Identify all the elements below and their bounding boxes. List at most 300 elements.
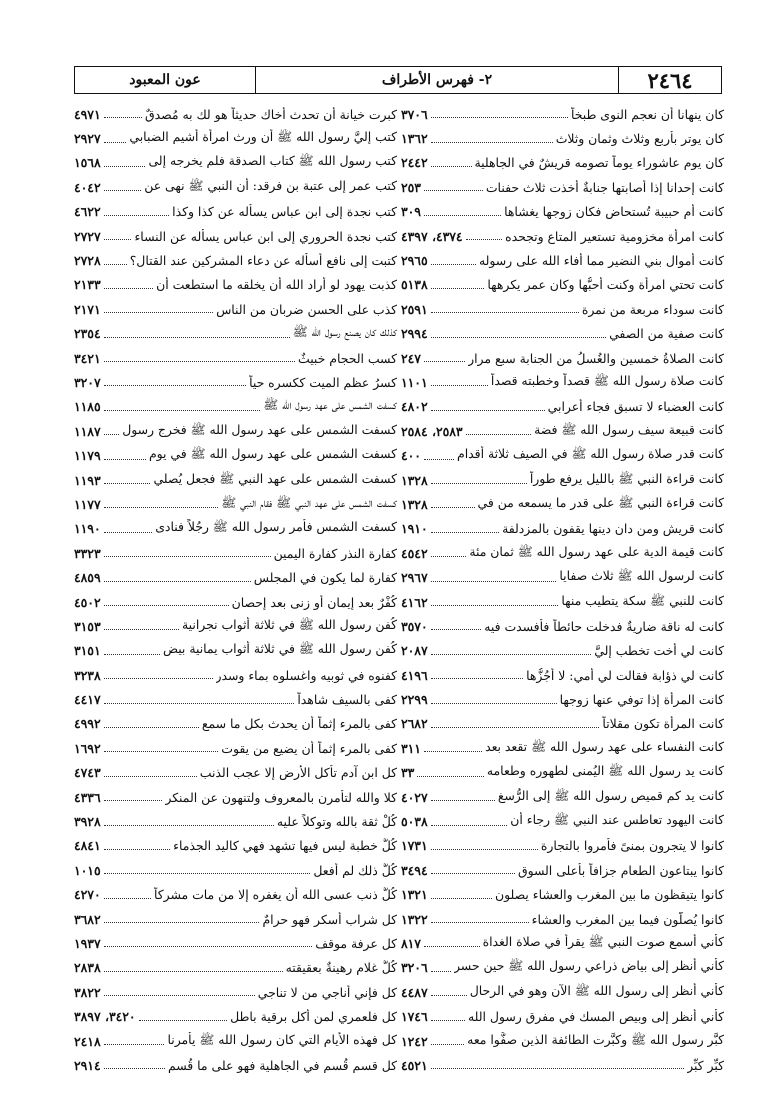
index-entry (74, 1053, 397, 1077)
entry-ref-number: ٣٣ (401, 765, 415, 781)
index-entry (401, 322, 724, 346)
index-entry (401, 1004, 724, 1028)
entry-ref-number: ٤٩٩٢ (74, 716, 101, 732)
index-entry (74, 761, 397, 785)
entry-ref-number: ٢٢٩٩ (401, 692, 428, 708)
index-entry (74, 931, 397, 955)
leader-dots (431, 378, 488, 386)
leader-dots (431, 696, 557, 704)
left-index-column (74, 102, 397, 1078)
entry-ref-number: ٣٧٠٦ (401, 106, 428, 122)
leader-dots (104, 769, 197, 777)
entry-text: كُفْرٌ بعد إيمان أو زنى بعد إحصان (231, 594, 397, 610)
index-entry (401, 1029, 724, 1053)
index-entry (74, 102, 397, 126)
entry-text: كانت لي ذؤابة فقالت لي أمي: لا أجُزُّها (526, 667, 724, 683)
entry-ref-number: ٣٩٢٨ (74, 814, 101, 830)
leader-dots (104, 696, 295, 704)
index-entry (74, 248, 397, 272)
entry-text: كانت للنبي ﷺ سكة يتطيب منها (561, 592, 724, 608)
entry-text: كسفت الشمس على عهد رسول الله ﷺ فخرج رسول (122, 421, 397, 437)
entry-text: كانت يد رسول الله ﷺ اليُمنى لطهوره وطعامه (486, 763, 724, 779)
leader-dots (431, 257, 476, 265)
index-entry (74, 1029, 397, 1053)
entry-text: كانت اليهود تعاطس عند النبي ﷺ رجاء أن (510, 812, 724, 828)
entry-ref-number: ٢٨٣٨ (74, 960, 101, 976)
leader-dots (104, 866, 311, 874)
leader-dots (104, 964, 283, 972)
index-entry (74, 883, 397, 907)
entry-ref-number: ٣٤٢٠، ٣٨٩٧ (74, 1009, 136, 1025)
entry-text: كانت قيمة الدية على عهد رسول الله ﷺ ثمان مئة (469, 543, 724, 559)
entry-ref-number: ١١٧٧ (74, 496, 101, 512)
index-entry (401, 443, 724, 467)
index-entry (74, 809, 397, 833)
entry-ref-number: ٣٠٩ (401, 204, 421, 220)
entry-ref-number: ٤٠٠ (401, 448, 421, 464)
leader-dots (431, 476, 527, 484)
leader-dots (431, 818, 508, 826)
entry-ref-number: ٤١٩٦ (401, 667, 428, 683)
entry-text: كانوا يُصلُّون فيما بين المغرب والعشاء (531, 911, 724, 927)
entry-ref-number: ٤٥٤٢ (401, 545, 428, 561)
index-entry (401, 834, 724, 858)
entry-ref-number: ٣٢٠٦ (401, 960, 428, 976)
leader-dots (104, 305, 213, 313)
leader-dots (104, 257, 127, 265)
entry-ref-number: ١١٨٥ (74, 399, 101, 415)
entry-ref-number: ١٣٦٢ (401, 131, 428, 147)
entry-ref-number: ٣٨٢٢ (74, 984, 101, 1000)
leader-dots (431, 915, 529, 923)
leader-dots (104, 427, 120, 435)
entry-text: كانت تحتي امرأة وكنت أُحبُّها وكان عمر يكرهها (487, 277, 724, 293)
entry-text: كانت قراءة النبي ﷺ على قدر ما يسمعه من في (477, 494, 724, 510)
entry-ref-number: ١٣٢١ (401, 887, 428, 903)
index-entry (74, 395, 397, 419)
entry-text: كانت سوداء مربعة من نمرة (581, 301, 724, 317)
entry-text: كل شراب أسكر فهو حرامٌ (262, 911, 397, 927)
leader-dots (431, 793, 495, 801)
leader-dots (104, 110, 142, 118)
entry-text: كتب رسول الله ﷺ كتاب الصدقة فلم يخرجه إلى (148, 153, 397, 169)
leader-dots (424, 354, 465, 362)
entry-text: كأني أنظر إلى رسول الله ﷺ الآن وهو في الرحال (469, 982, 724, 998)
entry-text: كسفت الشمس على عهد النبي ﷺ فجعل يُصلي (153, 470, 397, 486)
index-entry (74, 956, 397, 980)
index-entry (74, 639, 397, 663)
entry-ref-number: ١١٩٣ (74, 472, 101, 488)
index-entry (74, 736, 397, 760)
leader-dots (104, 135, 127, 143)
leader-dots (104, 525, 153, 533)
right-index-column (401, 102, 724, 1078)
entry-text: كُلُّ ذنب عسى الله أن يغفره إلا من مات مشركاً (153, 887, 397, 903)
entry-text: كانت لرسول الله ﷺ ثلاث صفايا (559, 568, 724, 584)
entry-text: كسرُ عظم الميت ككسره حياً (249, 374, 397, 390)
entry-text: كانت إحدانا إذا أصابتها جنابةٌ أخذت ثلاث حفنات (485, 179, 724, 195)
entry-text: كانت المرأة إذا توفي عنها زوجها (559, 692, 724, 708)
entry-ref-number: ٤٤٨٧ (401, 984, 428, 1000)
index-entry (401, 907, 724, 931)
entry-ref-number: ٣١٥٣ (74, 618, 101, 634)
entry-text: كل فإني أُناجي من لا تناجي (257, 984, 397, 1000)
entry-ref-number: ٢٧٢٨ (74, 253, 101, 269)
index-entry (74, 151, 397, 175)
leader-dots (431, 525, 499, 533)
entry-ref-number: ١٧٣١ (401, 838, 428, 854)
index-entry (74, 200, 397, 224)
leader-dots (104, 500, 219, 508)
entry-text: كفارة لما يكون في المجلس (253, 570, 397, 586)
entry-ref-number: ١٠١٥ (74, 862, 101, 878)
entry-text: كانت قراءة النبي ﷺ بالليل يرفع طوراً (529, 470, 724, 486)
index-entry (401, 468, 724, 492)
leader-dots (104, 671, 213, 679)
index-entry (401, 858, 724, 882)
index-entry (401, 956, 724, 980)
entry-text: كبرت خيانة أن تحدث أخاك حديثاً هو لك به مُصدقٌ (145, 106, 397, 122)
index-entry (401, 883, 724, 907)
index-entry (401, 346, 724, 370)
entry-text: كانوا يبتاعون الطعام جزافاً بأعلى السوق (517, 862, 724, 878)
entry-ref-number: ٤٢٧٠ (74, 887, 101, 903)
entry-text: كانت قبيعة سيف رسول الله ﷺ فضة (534, 421, 724, 437)
entry-text: كلا والله لتأمرن بالمعروف ولتنهون عن المنكر (165, 789, 397, 805)
leader-dots (104, 1061, 165, 1069)
leader-dots (424, 208, 501, 216)
leader-dots (431, 330, 606, 338)
entry-ref-number: ١١٠١ (401, 374, 428, 390)
entry-ref-number: ٤٣٣٦ (74, 789, 101, 805)
entry-ref-number: ١٢٤٢ (401, 1033, 428, 1049)
leader-dots (431, 720, 600, 728)
entry-ref-number: ٣٤٩٤ (401, 862, 428, 878)
entry-text: كسفت الشمس على عهد رسول الله ﷺ في يوم (148, 446, 397, 462)
leader-dots (104, 452, 146, 460)
entry-ref-number: ٥١٣٨ (401, 277, 428, 293)
leader-dots (104, 354, 295, 362)
entry-ref-number: ١٦٩٢ (74, 740, 101, 756)
entry-text: كل فهذه الأيام التي كان رسول الله ﷺ يأمرنا (167, 1031, 397, 1047)
leader-dots (431, 281, 485, 289)
entry-text: كذبت يهود لو أراد الله أن يخلقه ما استطعت أن (156, 277, 397, 293)
entry-ref-number: ٢٤١٨ (74, 1033, 101, 1049)
entry-text: كذب على الحسن ضربان من الناس (216, 301, 397, 317)
entry-text: كانت الصلاةُ خمسين والغُسلُ من الجنابة سبع مرار (468, 350, 724, 366)
leader-dots (104, 891, 151, 899)
entry-text: كتب إليَّ رسول الله ﷺ أن ورث امرأة أشيم الضبابي (129, 129, 397, 145)
entry-text: كانت له ناقة ضاريةٌ فدخلت حائطاً فأفسدت فيه (484, 618, 724, 634)
leader-dots (431, 159, 472, 167)
index-entry (74, 1004, 397, 1028)
entry-text: كانوا لا يتجرون بمنىً فأمروا بالتجارة (540, 838, 724, 854)
entry-ref-number: ٢٣٥٤ (74, 326, 101, 342)
entry-text: كأني أنظر إلى بياض ذراعي رسول الله ﷺ حين حسر (453, 958, 724, 974)
entry-ref-number: ٣١١ (401, 740, 421, 756)
index-entry (401, 687, 724, 711)
leader-dots (431, 964, 451, 972)
entry-ref-number: ٢٤٧ (401, 350, 421, 366)
index-entry (74, 614, 397, 638)
entry-text: كتب نجدة إلى ابن عباس يسأله عن كذا وكذا (172, 204, 397, 220)
entry-ref-number: ١٥٦٨ (74, 155, 101, 171)
entry-text: كذلك كان يصنع رسول الله ﷺ (292, 324, 397, 340)
index-entry (74, 663, 397, 687)
leader-dots (431, 135, 553, 143)
entry-text: كل عرفة موقف (315, 935, 397, 951)
index-entry (401, 492, 724, 516)
leader-dots (104, 720, 199, 728)
leader-dots (431, 1061, 684, 1069)
leader-dots (104, 842, 171, 850)
index-entry (74, 492, 397, 516)
entry-text: كبَّر رسول الله ﷺ وكبَّرت الطائفة الذين صفُّوا معه (467, 1031, 724, 1047)
index-entry (401, 151, 724, 175)
leader-dots (431, 110, 568, 118)
index-entry (74, 419, 397, 443)
leader-dots (431, 403, 545, 411)
index-entry (74, 687, 397, 711)
leader-dots (466, 427, 532, 435)
entry-text: كل فلعمري لمن أكل برقية باطل (230, 1009, 397, 1025)
index-entry (74, 834, 397, 858)
leader-dots (104, 403, 261, 411)
index-entry (401, 370, 724, 394)
leader-dots (431, 988, 467, 996)
entry-text: كسب الحجام خبيثٌ (298, 350, 397, 366)
entry-ref-number: ٣٣٢٣ (74, 545, 101, 561)
leader-dots (104, 818, 274, 826)
entry-text: كفى بالمرء إثماً أن يحدث بكل ما سمع (201, 716, 397, 732)
entry-ref-number: ٤٠٤٢ (74, 179, 101, 195)
entry-text: كل قسم قُسم في الجاهلية فهو على ما قُسم (168, 1057, 397, 1073)
entry-text: كُلْ ثقة بالله وتوكلاً عليه (276, 814, 397, 830)
leader-dots (104, 793, 163, 801)
index-entry (401, 102, 724, 126)
leader-dots (104, 939, 313, 947)
leader-dots (431, 305, 579, 313)
entry-ref-number: ١٣٢٨ (401, 472, 428, 488)
entry-ref-number: ٢١٣٣ (74, 277, 101, 293)
leader-dots (104, 915, 260, 923)
entry-ref-number: ٤١٦٢ (401, 594, 428, 610)
entry-text: كانت لي أخت تخطب إليَّ (594, 643, 724, 659)
entry-text: كانت أم حبيبة تُستحاض فكان زوجها يغشاها (504, 204, 724, 220)
index-entry (74, 175, 397, 199)
index-entry (401, 590, 724, 614)
entry-text: كانت أموال بني النضير مما أفاء الله على رسوله (478, 253, 724, 269)
leader-dots (104, 598, 229, 606)
leader-dots (104, 744, 219, 752)
entry-ref-number: ٢٠٨٧ (401, 643, 428, 659)
entry-ref-number: ٢٩٦٧ (401, 570, 428, 586)
index-entry (74, 468, 397, 492)
index-entry (74, 785, 397, 809)
entry-ref-number: ١١٩٠ (74, 521, 101, 537)
entry-ref-number: ٢٤٤٢ (401, 155, 428, 171)
entry-ref-number: ٤٩٧١ (74, 106, 101, 122)
entry-ref-number: ٢٥٩١ (401, 301, 428, 317)
entry-ref-number: ٤٨٠٢ (401, 399, 428, 415)
entry-ref-number: ٤٦٢٢ (74, 204, 101, 220)
index-entry (401, 736, 724, 760)
index-entry (401, 517, 724, 541)
section-title: ٢- فهرس الأطراف (255, 67, 618, 93)
index-entry (401, 273, 724, 297)
leader-dots (431, 647, 592, 655)
leader-dots (104, 1037, 165, 1045)
leader-dots (424, 452, 454, 460)
leader-dots (431, 598, 559, 606)
leader-dots (431, 842, 538, 850)
index-entry (74, 565, 397, 589)
index-entry (74, 370, 397, 394)
entry-text: كانت صفية من الصفي (609, 326, 724, 342)
index-entry (401, 980, 724, 1004)
entry-text: كُلُّ ذلك لم أفعل (313, 862, 397, 878)
leader-dots (431, 1037, 465, 1045)
entry-ref-number: ٣٢٣٨ (74, 667, 101, 683)
entry-ref-number: ١١٨٧ (74, 423, 101, 439)
leader-dots (431, 1013, 465, 1021)
leader-dots (104, 988, 255, 996)
entry-ref-number: ٢٩٩٤ (401, 326, 428, 342)
leader-dots (466, 232, 503, 240)
entry-text: كانت يد كم قميص رسول الله ﷺ إلى الرُّسغ (497, 787, 724, 803)
index-entry (401, 785, 724, 809)
entry-text: كُفن رسول الله ﷺ في ثلاثة أثواب يمانية بيض (163, 641, 397, 657)
entry-ref-number: ٤٥٠٢ (74, 594, 101, 610)
entry-ref-number: ٤٠٢٧ (401, 789, 428, 805)
entry-ref-number: ١٧٤٦ (401, 1009, 428, 1025)
page-header (74, 66, 722, 94)
entry-ref-number: ٨١٧ (401, 935, 421, 951)
leader-dots (104, 159, 146, 167)
index-entry (74, 907, 397, 931)
entry-text: كفى بالسيف شاهداً (297, 692, 397, 708)
index-entry (401, 809, 724, 833)
index-entry (74, 590, 397, 614)
entry-ref-number: ٤٤١٧ (74, 692, 101, 708)
index-entry (401, 224, 724, 248)
leader-dots (424, 183, 483, 191)
index-entry (74, 126, 397, 150)
index-entry (401, 248, 724, 272)
entry-ref-number: ١١٧٩ (74, 448, 101, 464)
entry-text: كتب نجدة الحروري إلى ابن عباس يسأله عن النساء (134, 228, 397, 244)
index-entry (74, 224, 397, 248)
index-entry (401, 1053, 724, 1077)
leader-dots (104, 574, 251, 582)
leader-dots (104, 622, 179, 630)
entry-ref-number: ٤٨٥٩ (74, 570, 101, 586)
leader-dots (104, 378, 246, 386)
index-entry (74, 443, 397, 467)
index-entry (401, 712, 724, 736)
entry-text: كفنوه في ثوبيه واغسلوه بماء وسدر (215, 667, 397, 683)
leader-dots (431, 549, 467, 557)
entry-text: كانوا يتيقظون ما بين المغرب والعشاء يصلون (495, 887, 724, 903)
entry-ref-number: ٤٣٧٤، ٤٣٩٧ (401, 228, 463, 244)
index-entry (74, 346, 397, 370)
entry-ref-number: ٣٥٧٠ (401, 618, 428, 634)
entry-text: كانت العضباء لا تسبق فجاء أعرابي (547, 399, 724, 415)
entry-text: كسفت الشمس على عهد رسول الله ﷺ (263, 397, 397, 413)
index-entry (401, 175, 724, 199)
leader-dots (104, 549, 271, 557)
entry-text: كفى بالمرء إثماً أن يضيع من يقوت (221, 740, 397, 756)
leader-dots (424, 939, 480, 947)
entry-text: كانت المرأة تكون مقلاتاً (602, 716, 724, 732)
index-entry (401, 663, 724, 687)
leader-dots (104, 183, 142, 191)
leader-dots (431, 622, 482, 630)
index-entry (401, 614, 724, 638)
entry-ref-number: ٢٥٣ (401, 179, 421, 195)
entry-text: كانت صلاة رسول الله ﷺ قصداً وخطبته قصداً (490, 372, 724, 388)
entry-ref-number: ٢١٧١ (74, 301, 101, 317)
leader-dots (431, 574, 557, 582)
entry-text: كبِّر كبِّر (687, 1057, 724, 1073)
entry-text: كانت قدر صلاة رسول الله ﷺ في الصيف ثلاثة أقدام (457, 446, 724, 462)
index-entry (401, 297, 724, 321)
entry-ref-number: ٣١٥١ (74, 643, 101, 659)
entry-ref-number: ٣٦٨٢ (74, 911, 101, 927)
index-entry (401, 931, 724, 955)
index-entry (74, 712, 397, 736)
entry-text: كانت امرأة مخزومية تستعير المتاع وتجحده (505, 228, 724, 244)
entry-ref-number: ١٩٣٧ (74, 935, 101, 951)
leader-dots (104, 232, 132, 240)
index-entry (401, 541, 724, 565)
entry-ref-number: ٤٨٤١ (74, 838, 101, 854)
entry-ref-number: ٢٩٢٧ (74, 131, 101, 147)
index-entry (401, 761, 724, 785)
entry-ref-number: ٢٥٨٣، ٢٥٨٤ (401, 423, 463, 439)
entry-text: كانت النفساء على عهد رسول الله ﷺ تقعد بعد (485, 738, 724, 754)
entry-text: كتب عمر إلى عتبة بن فرقد: أن النبي ﷺ نهى عن (144, 177, 397, 193)
entry-text: كأني أسمع صوت النبي ﷺ يقرأ في صلاة الغداة (482, 933, 724, 949)
leader-dots (104, 476, 151, 484)
leader-dots (104, 281, 153, 289)
index-entry (401, 200, 724, 224)
entry-ref-number: ٣٢٠٧ (74, 374, 101, 390)
entry-ref-number: ٣٤٢١ (74, 350, 101, 366)
page-number: ٢٤٦٤ (618, 67, 721, 93)
entry-ref-number: ٤٧٤٣ (74, 765, 101, 781)
index-entry (74, 541, 397, 565)
entry-text: كان يوم عاشوراء يوماً تصومه قريشٌ في الجاهلية (474, 155, 724, 171)
leader-dots (431, 671, 523, 679)
entry-ref-number: ٢٩٦٥ (401, 253, 428, 269)
leader-dots (431, 500, 475, 508)
leader-dots (424, 744, 482, 752)
leader-dots (139, 1013, 228, 1021)
entry-text: كسفت الشمس على عهد النبي ﷺ فقام النبي ﷺ (221, 494, 397, 510)
entry-ref-number: ٢٧٢٧ (74, 228, 101, 244)
leader-dots (104, 330, 290, 338)
index-entry (401, 126, 724, 150)
entry-text: كأني أنظر إلى وبيص المسك في مفرق رسول الله (468, 1009, 724, 1025)
index-entry (74, 517, 397, 541)
entry-text: كان ينهانا أن نعجم النوى طبخاً (570, 106, 724, 122)
index-entry (401, 419, 724, 443)
book-title: عون المعبود (129, 72, 201, 88)
entry-ref-number: ٢٩١٤ (74, 1057, 101, 1073)
index-entry (74, 980, 397, 1004)
index-entry (401, 395, 724, 419)
